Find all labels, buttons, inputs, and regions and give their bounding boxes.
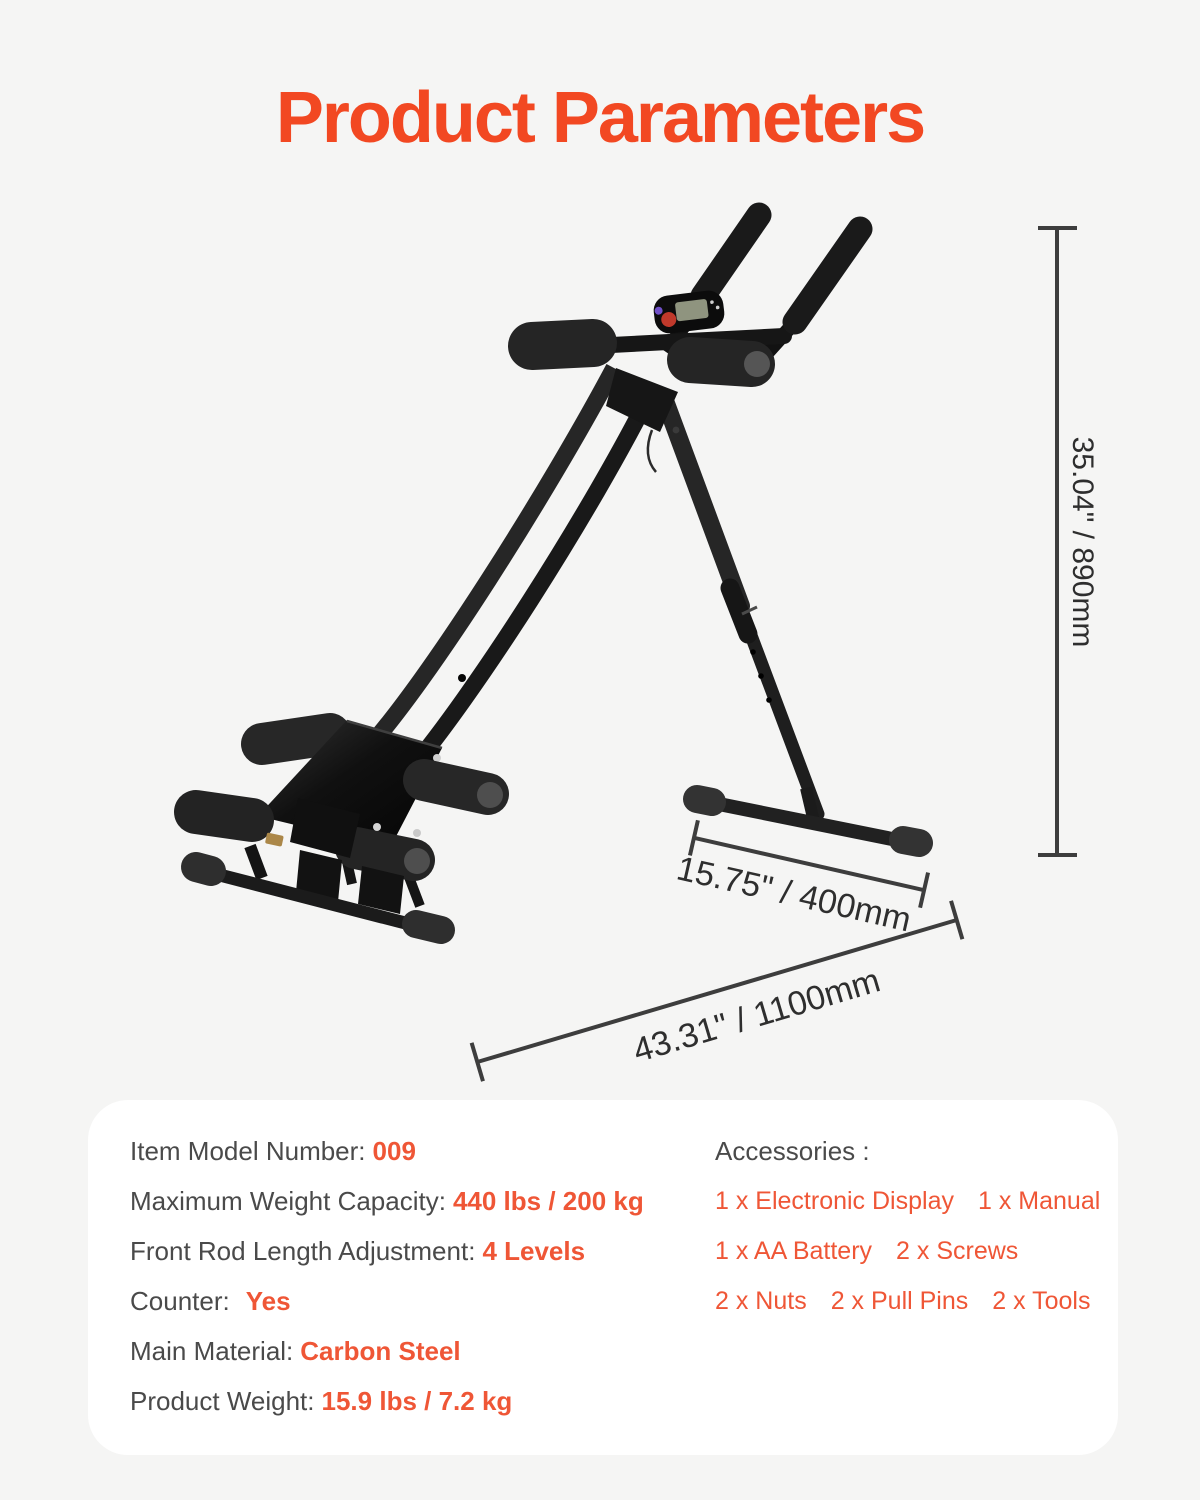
base-width-dimension-label: 15.75" / 400mm (673, 849, 915, 940)
spec-row-material (130, 1326, 644, 1376)
spec-row-counter (130, 1276, 644, 1326)
height-dimension (1038, 228, 1099, 855)
spec-label: Front Rod Length Adjustment: (130, 1235, 476, 1266)
right-hand-grip (795, 229, 860, 322)
spec-row-model (130, 1126, 644, 1176)
accessory-item: 2 x Screws (896, 1236, 1019, 1265)
accessories-row-1 (715, 1176, 1100, 1226)
right-arm-pad (690, 360, 752, 364)
accessories-row-3 (715, 1276, 1100, 1326)
spec-label: Item Model Number: (130, 1135, 366, 1166)
accessories-list (715, 1126, 1100, 1326)
accessory-item: 1 x AA Battery (715, 1236, 873, 1265)
left-hand-grip (703, 215, 759, 296)
page-title: Product Parameters (275, 78, 925, 158)
spec-row-rod-adjustment (130, 1226, 644, 1276)
machine-rails (366, 368, 678, 770)
spec-label: Maximum Weight Capacity: (130, 1185, 446, 1216)
left-arm-pad (532, 343, 593, 346)
height-dimension-label: 35.04" / 890mm (1066, 436, 1099, 648)
spec-value: 4 Levels (482, 1235, 586, 1266)
spec-label: Product Weight: (130, 1385, 315, 1416)
accessories-row-2 (715, 1226, 1100, 1276)
spec-value: Yes (245, 1285, 291, 1316)
accessory-item: 2 x Pull Pins (830, 1286, 969, 1315)
foam-roller-top-left (262, 734, 330, 744)
accessory-item: 1 x Manual (977, 1186, 1101, 1215)
length-dimension-label: 43.31" / 1100mm (628, 961, 885, 1071)
accessory-item: 2 x Tools (992, 1286, 1091, 1315)
accessory-item: 1 x Electronic Display (715, 1186, 954, 1215)
spec-card (88, 1100, 1118, 1455)
machine-display-console (652, 289, 726, 335)
spec-row-product-weight (130, 1376, 644, 1426)
spec-label: Main Material: (130, 1335, 294, 1366)
product-image (196, 215, 919, 933)
spec-list (130, 1126, 644, 1426)
spec-row-weight-capacity (130, 1176, 644, 1226)
spec-value: 440 lbs / 200 kg (452, 1185, 644, 1216)
spec-value: Carbon Steel (300, 1335, 461, 1366)
spec-value: 009 (372, 1135, 416, 1166)
accessories-heading: Accessories : (715, 1135, 870, 1166)
accessories-heading-row (715, 1126, 1100, 1176)
accessory-item: 2 x Nuts (715, 1286, 807, 1315)
foam-roller-bottom-left (196, 812, 252, 820)
spec-label: Counter: (130, 1285, 230, 1316)
spec-value: 15.9 lbs / 7.2 kg (321, 1385, 513, 1416)
machine-rear-leg (664, 398, 818, 814)
machine-rear-foot (697, 788, 919, 844)
